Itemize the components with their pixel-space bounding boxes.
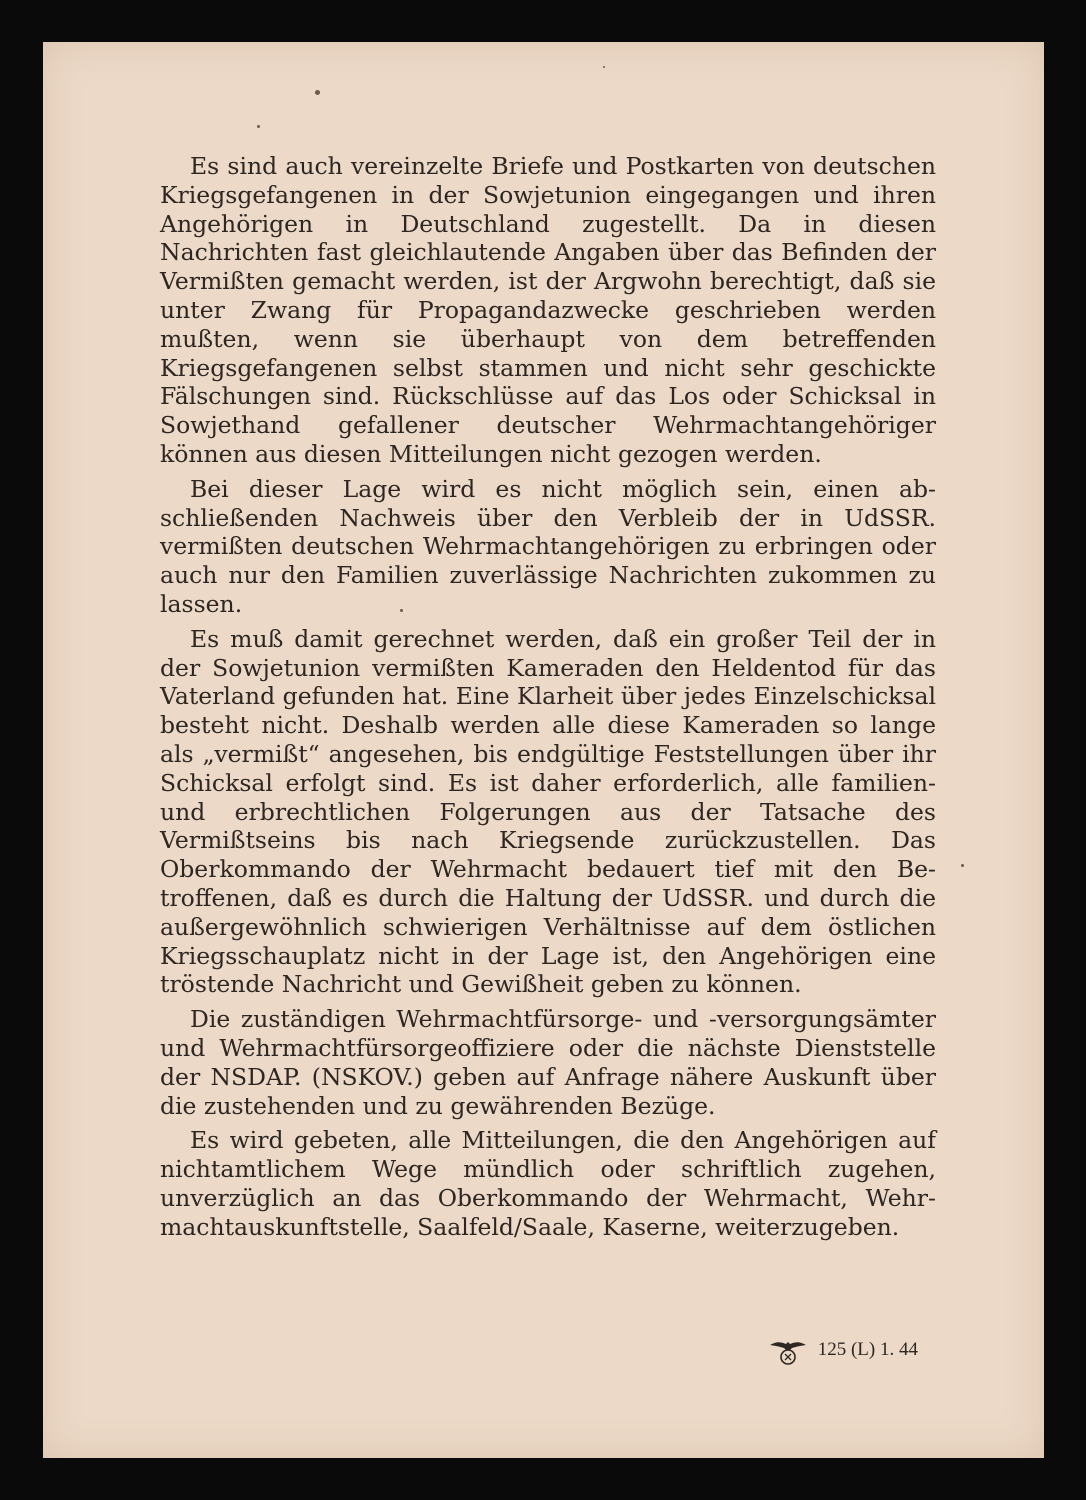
paper-speck — [603, 66, 605, 68]
document-body — [160, 152, 936, 1247]
paragraph-no-proof: Bei dieser Lage wird es nicht möglich sein, einen abschließenden Nachweis über den Verbleib der in UdSSR. vermißten deutschen Wehrmachtangehörigen zu erbringen oder auch nur den Familien zuverlässige Nachrichten zukommen zu lassen. — [160, 474, 936, 618]
print-code: 125 (L) 1. 44 — [817, 1339, 918, 1360]
paragraph-missing-comrades: Es muß damit gerechnet werden, daß ein großer Teil der in der Sowjetunion vermißten Kameraden den Heldentod für das Vaterland gefunden hat. Eine Klarheit über jedes Einzelschicksal besteht nicht. Deshalb werden alle diese Kameraden so lange als „vermißt“ angesehen, bis endgültige Feststellungen über ihr Schicksal erfolgt sind. Es ist daher erforderlich, alle familien- und erbrechtlichen Folgerungen aus der Tatsache des Vermißtseins bis nach Kriegsende zurückzustellen. Das Oberkommando der Wehrmacht bedauert tief mit den Betroffenen, daß es durch die Haltung der UdSSR. und durch die außergewöhnlich schwierigen Verhältnisse auf dem östlichen Kriegsschauplatz nicht in der Lage ist, den Angehörigen eine tröstende Nachricht und Gewißheit geben zu können. — [160, 624, 936, 999]
eagle-emblem-icon — [768, 1335, 808, 1365]
paper-speck — [257, 125, 260, 128]
paragraph-forward-messages: Es wird gebeten, alle Mitteilungen, die den Angehörigen auf nichtamtlichem Wege mündlich oder schriftlich zugehen, unverzüglich an das Oberkommando der Wehrmacht, Wehrmachtauskunftstelle, Saalfeld/Saale, Kaserne, weiterzugeben. — [160, 1126, 936, 1241]
paragraph-welfare-offices: Die zuständigen Wehrmachtfürsorge- und -versorgungsämter und Wehrmachtfürsorgeoffiziere oder die nächste Dienststelle der NSDAP. (NSKOV.) geben auf Anfrage nähere Auskunft über die zustehenden und zu gewährenden Bezüge. — [160, 1005, 936, 1120]
paragraph-prisoner-letters: Es sind auch vereinzelte Briefe und Postkarten von deutschen Kriegsgefangenen in der Sowjetunion eingegangen und ihren Angehörigen in Deutschland zugestellt. Da in diesen Nachrichten fast gleichlautende Angaben über das Befinden der Vermißten gemacht werden, ist der Argwohn berechtigt, daß sie unter Zwang für Propagandazwecke geschrieben werden mußten, wenn sie überhaupt von dem betreffenden Kriegsgefangenen selbst stammen und nicht sehr geschickte Fälschungen sind. Rückschlüsse auf das Los oder Schicksal in Sowjethand gefallener deutscher Wehrmachtangehöriger können aus diesen Mitteilungen nicht gezogen werden. — [160, 152, 936, 468]
print-code-footer — [768, 1335, 918, 1365]
paper-speck — [315, 90, 320, 95]
paper-speck — [961, 864, 964, 867]
document-page — [43, 42, 1044, 1458]
